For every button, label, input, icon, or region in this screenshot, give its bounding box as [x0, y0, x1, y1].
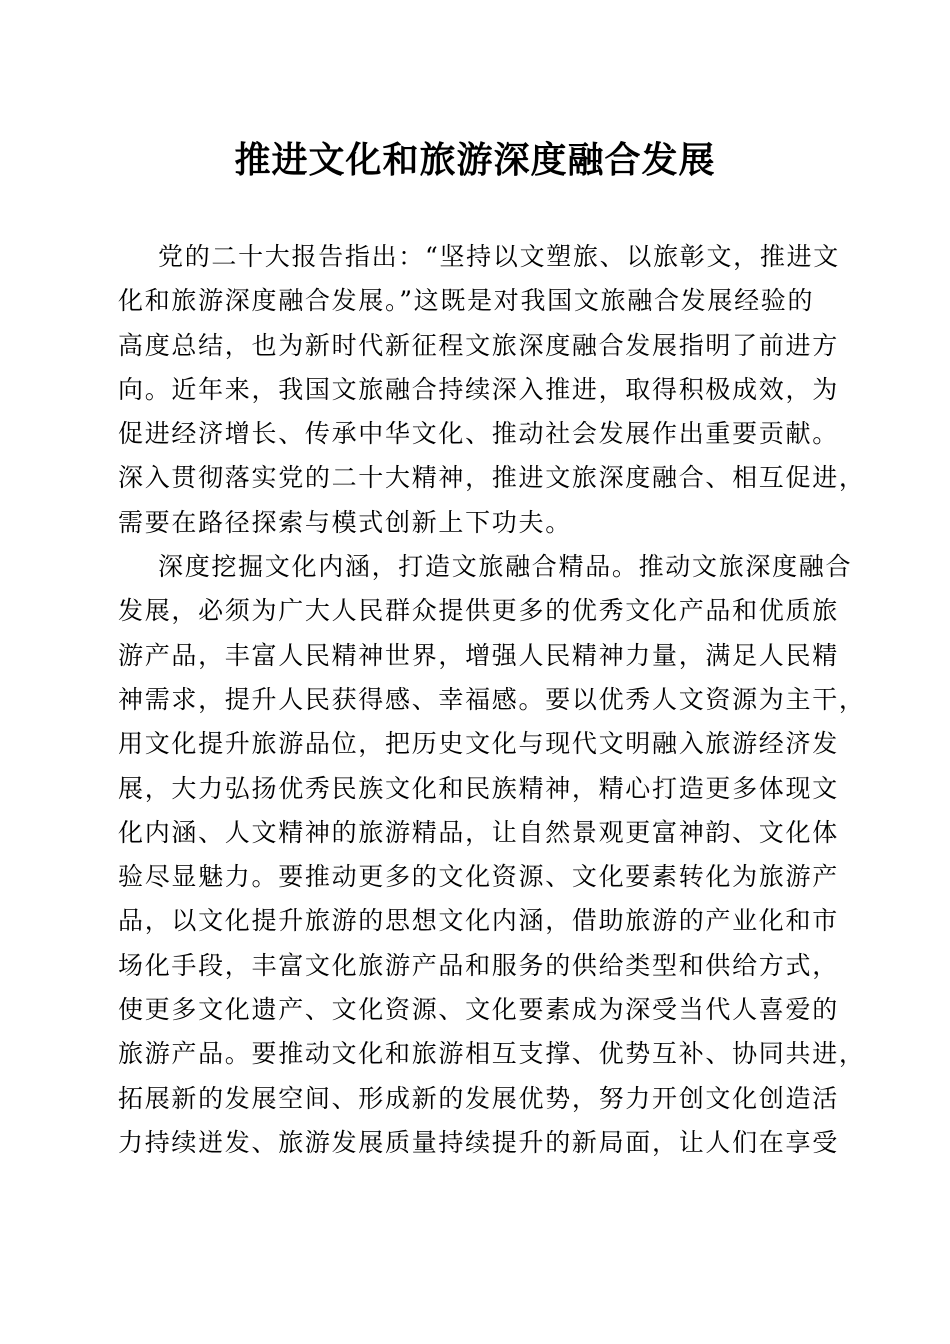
text-line: 使更多文化遗产、文化资源、文化要素成为深受当代人喜爱的: [118, 995, 839, 1025]
text-line: 需要在路径探索与模式创新上下功夫。: [118, 507, 572, 537]
paragraph-2: [118, 545, 866, 1165]
text-line: 促进经济增长、传承中华文化、推动社会发展作出重要贡献。: [118, 419, 839, 449]
text-line: 深度挖掘文化内涵，打造文旅融合精品。推动文旅深度融合: [158, 552, 853, 582]
text-line: 力持续迸发、旅游发展质量持续提升的新局面，让人们在享受: [118, 1127, 839, 1157]
text-line: 高度总结，也为新时代新征程文旅深度融合发展指明了前进方: [118, 330, 839, 360]
text-line: 向。近年来，我国文旅融合持续深入推进，取得积极成效，为: [118, 374, 839, 404]
text-line: 用文化提升旅游品位，把历史文化与现代文明融入旅游经济发: [118, 729, 839, 759]
text-line: 拓展新的发展空间、形成新的发展优势，努力开创文化创造活: [118, 1083, 839, 1113]
text-line: 场化手段，丰富文化旅游产品和服务的供给类型和供给方式，: [118, 950, 839, 980]
text-line: 游产品，丰富人民精神世界，增强人民精神力量，满足人民精: [118, 640, 839, 670]
text-line: 化和旅游深度融合发展。”这既是对我国文旅融合发展经验的: [118, 286, 815, 316]
text-line: 化内涵、人文精神的旅游精品，让自然景观更富神韵、文化体: [118, 817, 839, 847]
text-line: 展，大力弘扬优秀民族文化和民族精神，精心打造更多体现文: [118, 773, 839, 803]
document-body: [118, 235, 866, 1165]
text-line: 品，以文化提升旅游的思想文化内涵，借助旅游的产业化和市: [118, 906, 839, 936]
text-line: 验尽显魅力。要推动更多的文化资源、文化要素转化为旅游产: [118, 862, 839, 892]
text-line: 旅游产品。要推动文化和旅游相互支撑、优势互补、协同共进，: [118, 1039, 866, 1069]
text-line: 神需求，提升人民获得感、幸福感。要以优秀人文资源为主干，: [118, 684, 866, 714]
text-line: 党的二十大报告指出：“坚持以文塑旅、以旅彰文，推进文: [158, 242, 840, 271]
text-line: 深入贯彻落实党的二十大精神，推进文旅深度融合、相互促进，: [118, 463, 866, 493]
paragraph-1: [118, 235, 866, 545]
text-line: 发展，必须为广大人民群众提供更多的优秀文化产品和优质旅: [118, 596, 839, 626]
page-title: 推进文化和旅游深度融合发展: [234, 139, 716, 181]
